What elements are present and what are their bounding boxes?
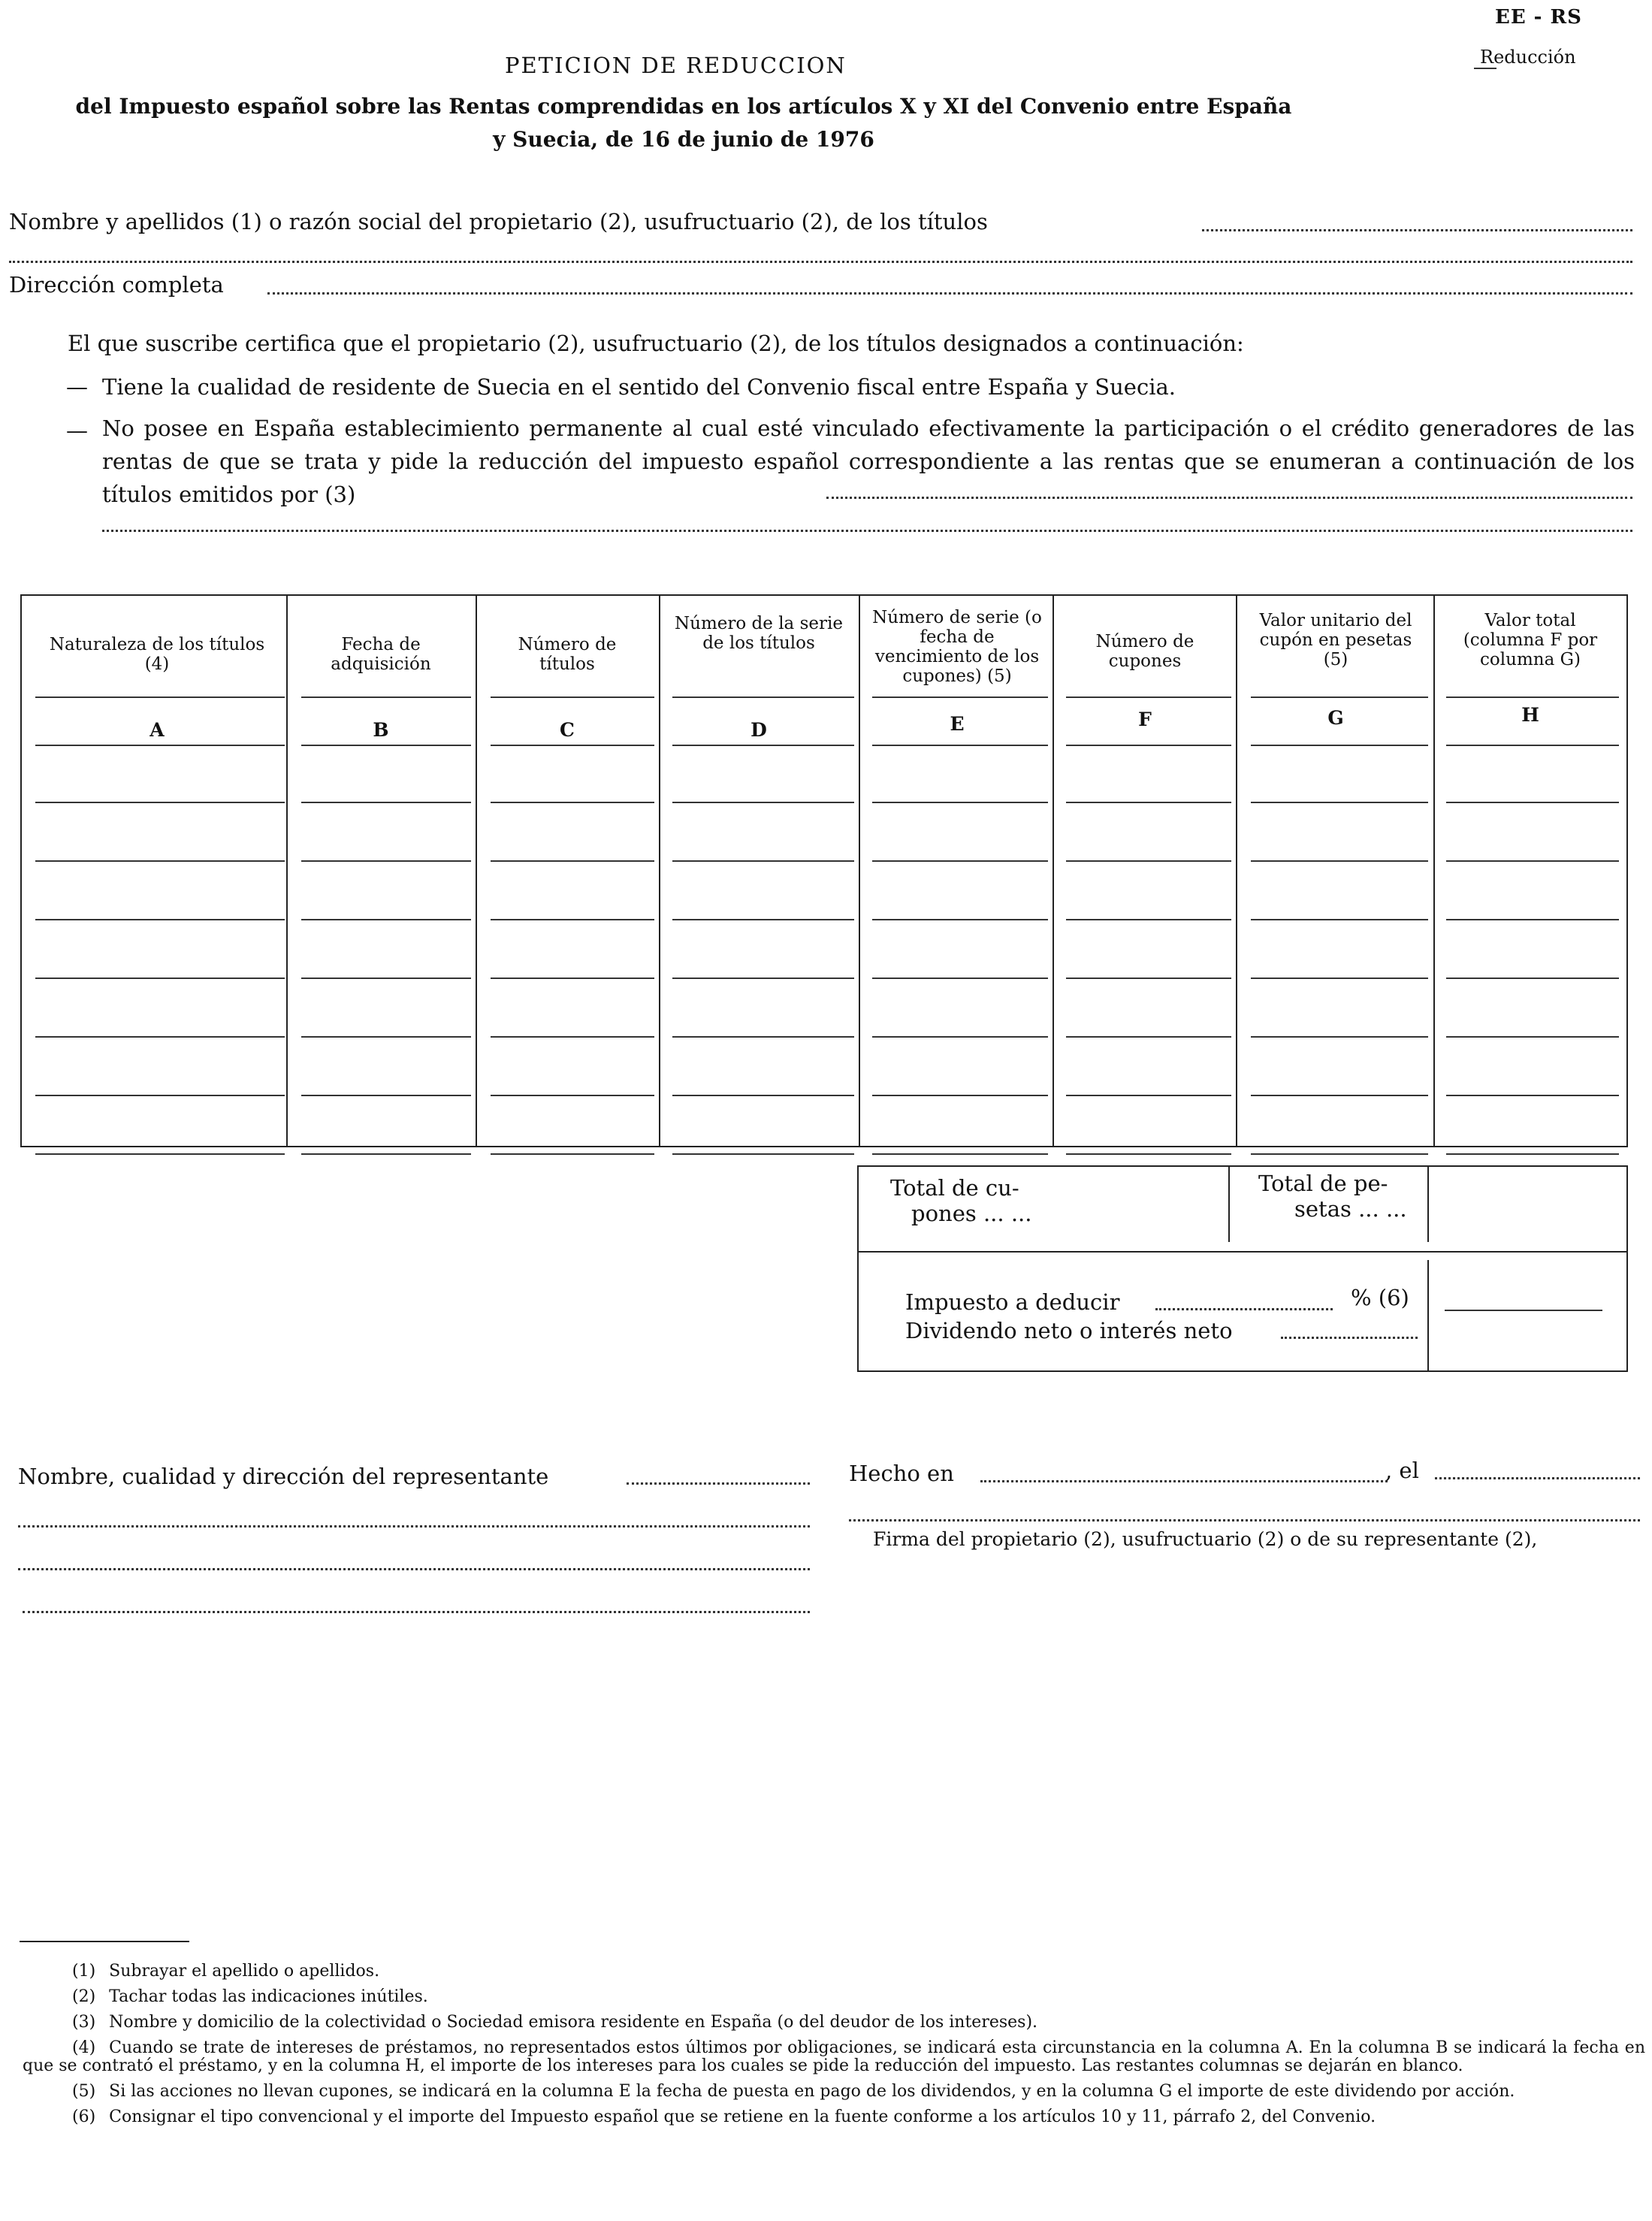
table-row-line bbox=[491, 745, 654, 746]
table-row-line bbox=[1251, 802, 1428, 803]
header-valor-total: Valor total (columna F por columna G) bbox=[1463, 611, 1598, 669]
date-sep: , el bbox=[1385, 1458, 1419, 1483]
table-row-line bbox=[872, 802, 1048, 803]
code-underline bbox=[1474, 68, 1496, 69]
table-row-line bbox=[301, 1036, 471, 1038]
letter-a: A bbox=[149, 719, 165, 741]
table-row-line bbox=[672, 919, 854, 920]
header-valor-unitario: Valor unitario del cupón en pesetas (5) bbox=[1259, 611, 1412, 669]
owner-name-label: Nombre y apellidos (1) o razón social del propietario (2), usufructuario (2), de los títulos bbox=[9, 209, 988, 234]
header-numero-serie: Número de la serie de los títulos bbox=[675, 614, 843, 653]
table-row-line bbox=[301, 1095, 471, 1096]
totals-box bbox=[857, 1165, 1628, 1372]
certification-intro: El que suscribe certifica que el propietario (2), usufructuario (2), de los títulos designados a continuación: bbox=[68, 331, 1244, 356]
table-row-line bbox=[1066, 919, 1231, 920]
table-row-line bbox=[1066, 1153, 1231, 1155]
table-row-line bbox=[301, 745, 471, 746]
table-row-line bbox=[35, 745, 285, 746]
table-row-line bbox=[1446, 1153, 1619, 1155]
table-row-line bbox=[1066, 978, 1231, 979]
table-row-line bbox=[1066, 745, 1231, 746]
footnote-text: Nombre y domicilio de la colectividad o Sociedad emisora residente en España (o del deudor de los intereses). bbox=[109, 2013, 1038, 2032]
table-row-line bbox=[1446, 860, 1619, 862]
table-row-line bbox=[1446, 802, 1619, 803]
representative-field[interactable] bbox=[627, 1482, 810, 1485]
header-serie-vencimiento: Número de serie (o fecha de vencimiento de los cupones) (5) bbox=[872, 608, 1042, 686]
table-row-line bbox=[491, 1153, 654, 1155]
table-row-line bbox=[1251, 1095, 1428, 1096]
table-row-line bbox=[491, 978, 654, 979]
total-pesetas-2: setas ... ... bbox=[1294, 1196, 1407, 1222]
table-row-line bbox=[35, 1095, 285, 1096]
footnote-num: (1) bbox=[72, 1962, 96, 1981]
table-row-line bbox=[1066, 697, 1231, 698]
representative-field-3[interactable] bbox=[18, 1568, 810, 1570]
table-row-line bbox=[872, 860, 1048, 862]
footnote-num: (6) bbox=[72, 2108, 96, 2126]
table-row-line bbox=[491, 1036, 654, 1038]
footnote-num: (3) bbox=[72, 2013, 96, 2032]
letter-g: G bbox=[1327, 707, 1344, 729]
signature-caption: Firma del propietario (2), usufructuario (2) o de su representante (2), bbox=[873, 1528, 1538, 1550]
table-row-line bbox=[1251, 1153, 1428, 1155]
letter-d: D bbox=[750, 719, 767, 741]
tax-percent: % (6) bbox=[1351, 1285, 1409, 1310]
header-cupones: Número de cupones bbox=[1095, 632, 1194, 671]
table-row-line bbox=[672, 1036, 854, 1038]
table-row-line bbox=[872, 1153, 1048, 1155]
table-row-line bbox=[1251, 697, 1428, 698]
footnote-text: Cuando se trate de intereses de préstamos, no representados estos últimos por obligaciones, se indicará esta circunstancia en la columna A. En la columna B se indicará la fecha en que se contrató el préstamo, y en la columna H, el importe de los intereses para los cuales se pide la reducción del impuesto. Las restantes columnas se dejarán en blanco. bbox=[23, 2038, 1645, 2075]
table-row-line bbox=[1251, 919, 1428, 920]
table-row-line bbox=[672, 1095, 854, 1096]
representative-label: Nombre, cualidad y dirección del representante bbox=[18, 1464, 549, 1489]
footnote-num: (5) bbox=[72, 2082, 96, 2101]
table-row-line bbox=[491, 860, 654, 862]
table-row-line bbox=[35, 697, 285, 698]
table-row-line bbox=[491, 1095, 654, 1096]
tax-amount-field[interactable] bbox=[1445, 1310, 1602, 1311]
owner-name-field[interactable] bbox=[1202, 229, 1632, 231]
securities-table bbox=[20, 594, 1628, 1147]
certification-item-1: Tiene la cualidad de residente de Suecia en el sentido del Convenio fiscal entre España y Suecia. bbox=[102, 374, 1176, 400]
table-row-line bbox=[491, 697, 654, 698]
total-cupones-2: pones ... ... bbox=[911, 1201, 1032, 1226]
letter-c: C bbox=[560, 719, 575, 741]
issuer-field[interactable] bbox=[826, 497, 1632, 499]
table-row-line bbox=[301, 860, 471, 862]
table-row-line bbox=[35, 802, 285, 803]
subtitle-line-2: y Suecia, de 16 de junio de 1976 bbox=[493, 127, 874, 152]
table-row-line bbox=[1446, 919, 1619, 920]
footnote-rule bbox=[20, 1941, 189, 1942]
table-row-line bbox=[672, 802, 854, 803]
table-row-line bbox=[491, 802, 654, 803]
table-row-line bbox=[301, 919, 471, 920]
footnote-num: (2) bbox=[72, 1987, 96, 2006]
table-row-line bbox=[301, 802, 471, 803]
table-row-line bbox=[491, 919, 654, 920]
place-label: Hecho en bbox=[849, 1461, 954, 1486]
table-row-line bbox=[1066, 1036, 1231, 1038]
place-field[interactable] bbox=[980, 1480, 1388, 1482]
page-title: PETICION DE REDUCCION bbox=[505, 53, 847, 78]
table-row-line bbox=[1251, 1036, 1428, 1038]
issuer-field-2[interactable] bbox=[102, 530, 1632, 532]
table-row-line bbox=[1251, 860, 1428, 862]
date-field[interactable] bbox=[1435, 1477, 1640, 1479]
footnote-num: (4) bbox=[72, 2038, 96, 2057]
form-code-sub: Reducción bbox=[1480, 47, 1576, 68]
footnote-text: Subrayar el apellido o apellidos. bbox=[109, 1962, 380, 1981]
table-row-line bbox=[1446, 1095, 1619, 1096]
table-row-line bbox=[672, 860, 854, 862]
footnote-text: Tachar todas las indicaciones inútiles. bbox=[109, 1987, 428, 2006]
letter-h: H bbox=[1521, 704, 1539, 726]
table-row-line bbox=[1066, 1095, 1231, 1096]
tax-label: Impuesto a deducir bbox=[905, 1289, 1120, 1315]
table-row-line bbox=[672, 697, 854, 698]
representative-field-4[interactable] bbox=[23, 1611, 810, 1613]
table-row-line bbox=[1446, 745, 1619, 746]
table-row-line bbox=[872, 1036, 1048, 1038]
table-row-line bbox=[1446, 697, 1619, 698]
table-row-line bbox=[1066, 860, 1231, 862]
header-fecha: Fecha de adquisición bbox=[331, 635, 431, 674]
table-row-line bbox=[872, 1095, 1048, 1096]
header-numero-titulos: Número de títulos bbox=[518, 635, 617, 674]
net-field[interactable] bbox=[1281, 1337, 1418, 1339]
table-row-line bbox=[35, 978, 285, 979]
address-field[interactable] bbox=[267, 292, 1632, 295]
owner-name-field-2[interactable] bbox=[9, 261, 1632, 263]
footnotes bbox=[23, 1963, 1645, 2126]
footnote-text: Si las acciones no llevan cupones, se indicará en la columna E la fecha de puesta en pago de los dividendos, y en la columna G el importe de este dividendo por acción. bbox=[109, 2082, 1515, 2101]
table-row-line bbox=[1066, 802, 1231, 803]
table-row-line bbox=[1446, 1036, 1619, 1038]
form-code: EE - RS bbox=[1495, 6, 1582, 29]
subtitle-line-1: del Impuesto español sobre las Rentas comprendidas en los artículos X y XI del Convenio entre España bbox=[75, 94, 1292, 119]
header-naturaleza: Naturaleza de los títulos (4) bbox=[49, 635, 265, 674]
table-row-line bbox=[872, 745, 1048, 746]
table-row-line bbox=[672, 1153, 854, 1155]
letter-f: F bbox=[1138, 709, 1152, 730]
footnote-text: Consignar el tipo convencional y el importe del Impuesto español que se retiene en la fuente conforme a los artículos 10 y 11, párrafo 2, del Convenio. bbox=[109, 2108, 1376, 2126]
table-row-line bbox=[1251, 978, 1428, 979]
table-row-line bbox=[35, 860, 285, 862]
letter-b: B bbox=[373, 719, 389, 741]
table-row-line bbox=[672, 745, 854, 746]
table-row-line bbox=[301, 697, 471, 698]
dash-2: — bbox=[66, 418, 88, 443]
signature-field[interactable] bbox=[849, 1519, 1640, 1521]
table-row-line bbox=[1251, 745, 1428, 746]
total-cupones-1: Total de cu- bbox=[890, 1175, 1019, 1201]
table-row-line bbox=[1446, 978, 1619, 979]
table-row-line bbox=[872, 978, 1048, 979]
table-row-line bbox=[35, 1036, 285, 1038]
table-row-line bbox=[35, 1153, 285, 1155]
certification-item-2: No posee en España establecimiento permanente al cual esté vinculado efectivamente la participación o el crédito generadores de las rentas de que se trata y pide la reducción del impuesto español correspondiente a las rentas que se enumeran a continuación de los títulos emitidos por (3) bbox=[102, 415, 1635, 507]
address-label: Dirección completa bbox=[9, 272, 224, 298]
total-pesetas-1: Total de pe- bbox=[1258, 1171, 1388, 1196]
table-row-line bbox=[672, 978, 854, 979]
table-row-line bbox=[301, 978, 471, 979]
representative-field-2[interactable] bbox=[18, 1525, 810, 1528]
dash-1: — bbox=[66, 374, 88, 400]
letter-e: E bbox=[950, 713, 965, 735]
table-row-line bbox=[35, 919, 285, 920]
table-row-line bbox=[301, 1153, 471, 1155]
tax-field[interactable] bbox=[1155, 1308, 1333, 1310]
table-row-line bbox=[872, 697, 1048, 698]
net-label: Dividendo neto o interés neto bbox=[905, 1318, 1233, 1343]
table-row-line bbox=[872, 919, 1048, 920]
